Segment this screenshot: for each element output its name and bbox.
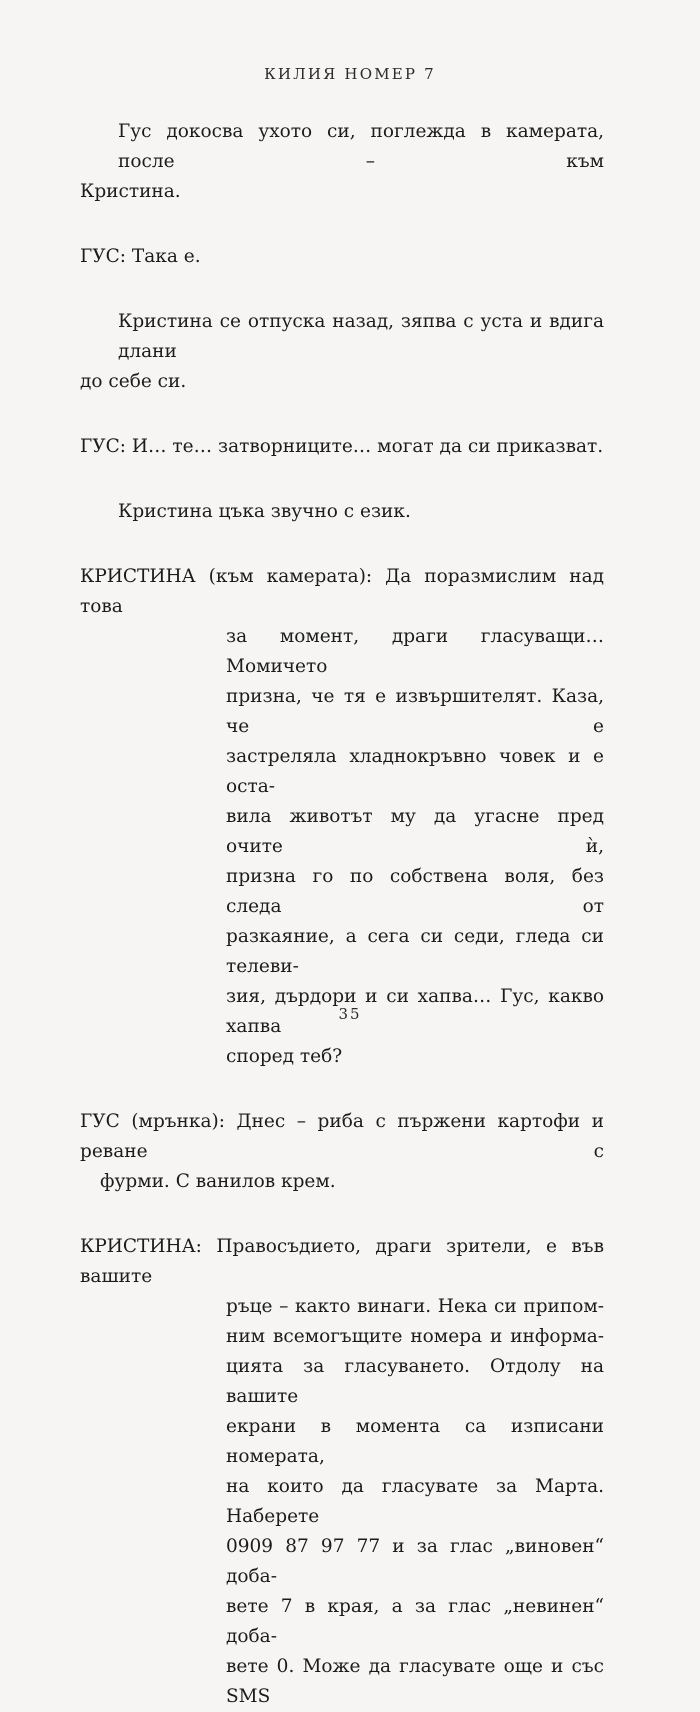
text-line: призна, че тя е извършителят. Каза, че е — [226, 686, 604, 737]
speaker-label: КРИСТИНА: — [80, 1236, 202, 1257]
stage-direction-2 — [80, 307, 604, 397]
text-line: цията за гласуването. Отдолу на вашите — [226, 1356, 604, 1407]
text-line: вила животът му да угасне пред очите ѝ, — [226, 806, 604, 857]
text-line: до себе си. — [80, 371, 187, 392]
speaker-label: ГУС: — [80, 436, 127, 457]
dialogue-kristina-2 — [80, 1232, 604, 1712]
speaker-label: КРИСТИНА (към камерата): — [80, 566, 373, 587]
dialogue-gus-2 — [80, 432, 604, 462]
page-body — [80, 117, 604, 1712]
text-line — [80, 562, 604, 622]
text-line: ръце – както винаги. Нека си припом- — [226, 1296, 604, 1317]
text-line: според теб? — [226, 1046, 343, 1067]
page-number: 35 — [338, 1005, 362, 1023]
stage-direction-1 — [80, 117, 604, 207]
text-line: фурми. С ванилов крем. — [100, 1171, 336, 1192]
running-head: КИЛИЯ НОМЕР 7 — [264, 65, 436, 83]
text-line: за момент, драги гласуващи… Момичето — [226, 626, 604, 677]
text-line: ним всемогъщите номера и информа- — [226, 1326, 604, 1347]
text-line: вете 7 в края, а за глас „невинен“ доба- — [226, 1596, 604, 1647]
text-line: призна го по собствена воля, без следа от — [226, 866, 604, 917]
dialogue-text: Днес – риба с пържени картофи и реване с — [80, 1111, 604, 1162]
text-line: Кристина цъка звучно с език. — [118, 501, 411, 522]
dialogue-text: Така е. — [131, 246, 201, 267]
dialogue-gus-1 — [80, 242, 604, 272]
dialogue-kristina-1 — [80, 562, 604, 1072]
text-line: 0909 87 97 77 и за глас „виновен“ доба- — [226, 1536, 604, 1587]
text-line: вете 0. Може да гласувате още и със SMS — [226, 1656, 604, 1707]
dialogue-text: Да поразмислим над това — [80, 566, 604, 617]
text-line — [80, 1107, 604, 1167]
dialogue-continuation — [80, 1292, 604, 1712]
dialogue-gus-3 — [80, 1107, 604, 1197]
text-line: Кристина. — [80, 181, 181, 202]
stage-direction-3 — [80, 497, 604, 527]
speaker-label: ГУС: — [80, 246, 127, 267]
text-line: зия, дърдори и си хапва… Гус, какво хапва — [226, 986, 604, 1037]
text-line — [80, 1232, 604, 1292]
text-line: на които да гласувате за Марта. Наберете — [226, 1476, 604, 1527]
text-line: разкаяние, а сега си седи, гледа си телеви- — [226, 926, 604, 977]
speaker-label: ГУС (мрънка): — [80, 1111, 225, 1132]
text-line: застреляла хладнокръвно човек и е оста- — [226, 746, 604, 797]
text-line: Гус докосва ухото си, поглежда в камерата, после – към — [118, 121, 604, 172]
dialogue-text: Правосъдието, драги зрители, е във вашите — [80, 1236, 604, 1287]
text-line: Кристина се отпуска назад, зяпва с уста и вдига длани — [118, 311, 604, 362]
dialogue-text: И… те… затворниците… могат да си приказват. — [131, 436, 604, 457]
text-line: екрани в момента са изписани номерата, — [226, 1416, 604, 1467]
